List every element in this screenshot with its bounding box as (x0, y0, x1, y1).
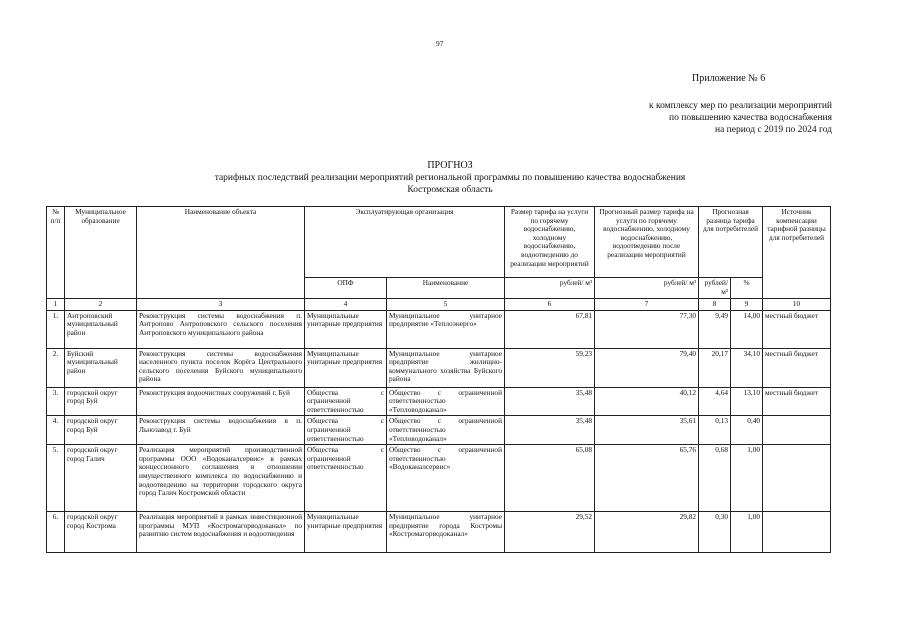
cell-name: Общество с ограниченной ответственностью «Водоканалсервис» (387, 445, 505, 512)
header-cell: % (731, 278, 763, 299)
cell-name: Общество с ограниченной ответственностью «Тепловодоканал» (387, 387, 505, 416)
cell-tariff: 67,81 (505, 310, 595, 348)
cell-diff: 0,68 (699, 445, 731, 512)
cell-forecast: 65,76 (595, 445, 699, 512)
appendix-subheading (560, 100, 832, 136)
table-row (47, 512, 831, 553)
table-row (47, 348, 831, 387)
table-row (47, 416, 831, 445)
column-number: 4 (305, 299, 387, 311)
cell-name: Общество с ограниченной ответственностью «Тепловодоканал» (387, 416, 505, 445)
cell-forecast: 79,40 (595, 348, 699, 387)
cell-municipality: городской округ город Кострома (65, 512, 137, 553)
cell-source: местный бюджет (763, 310, 831, 348)
cell-tariff: 59,23 (505, 348, 595, 387)
cell-municipality: Буйский муниципальный район (65, 348, 137, 387)
column-number: 9 (731, 299, 763, 311)
header-cell: Размер тарифа на услуги по горячему водоснабжению, холодному водоснабжению, водоотведению до реализации мероприятий (505, 207, 595, 278)
header-cell: Эксплуатирующая организация (305, 207, 505, 278)
cell-source: местный бюджет (763, 348, 831, 387)
cell-source (763, 416, 831, 445)
cell-municipality: городской округ город Буй (65, 416, 137, 445)
cell-name: Муниципальное унитарное предприятие жилищно-коммунального хозяйства Буйского района (387, 348, 505, 387)
cell-opf: Общества с ограниченной ответственностью (305, 445, 387, 512)
cell-num: 6. (47, 512, 65, 553)
title-line: тарифных последствий реализации мероприятий региональной программы по повышению качества водоснабжения (214, 173, 686, 183)
header-cell: Прогнозная разница тарифа для потребителей (699, 207, 763, 278)
cell-forecast: 40,12 (595, 387, 699, 416)
cell-num: 1. (47, 310, 65, 348)
column-number: 3 (137, 299, 305, 311)
cell-opf: Муниципальные унитарные предприятия (305, 310, 387, 348)
cell-opf: Муниципальные унитарные предприятия (305, 512, 387, 553)
header-cell: рублей/ м³ (505, 278, 595, 299)
header-cell: рублей/ м³ (595, 278, 699, 299)
cell-municipality: городской округ город Буй (65, 387, 137, 416)
cell-object: Реконструкция системы водоснабжения п. Антропово Антроповского сельского поселения Антроповского муниципального района (137, 310, 305, 348)
cell-diff: 9,49 (699, 310, 731, 348)
cell-num: 2. (47, 348, 65, 387)
table-row (47, 310, 831, 348)
header-cell: Источник компенсации тарифной разницы для потребителей (763, 207, 831, 299)
appendix-label: Приложение № 6 (692, 73, 766, 84)
cell-percent: 1,00 (731, 445, 763, 512)
cell-tariff: 35,48 (505, 416, 595, 445)
header-row (47, 207, 831, 278)
cell-forecast: 29,82 (595, 512, 699, 553)
cell-source (763, 445, 831, 512)
column-number: 10 (763, 299, 831, 311)
header-cell: рублей/ м³ (699, 278, 731, 299)
subheading-line: на период с 2019 по 2024 год (714, 125, 832, 135)
table-row (47, 445, 831, 512)
cell-object: Реконструкция системы водоснабжения населенного пункта поселок Корёга Центрального сельского поселения Буйского муниципального района (137, 348, 305, 387)
cell-opf: Общества с ограниченной ответственностью (305, 387, 387, 416)
cell-object: Реконструкция системы водоснабжения в п. Льнозавод г. Буй (137, 416, 305, 445)
column-number: 8 (699, 299, 731, 311)
cell-diff: 0,30 (699, 512, 731, 553)
header-cell: Прогнозный размер тарифа на услуги по горячему водоснабжению, холодному водоснабжению, водоотведению после реализации мероприятий (595, 207, 699, 278)
cell-opf: Общества с ограниченной ответственностью (305, 416, 387, 445)
table-row (47, 387, 831, 416)
cell-name: Муниципальное унитарное предприятие города Костромы «Костромагорводоканал» (387, 512, 505, 553)
title-line: Костромская область (407, 185, 493, 195)
cell-source: местный бюджет (763, 387, 831, 416)
cell-num: 3. (47, 387, 65, 416)
cell-object: Реализация мероприятий производственной программы ООО «Водоканалсервис» в рамках концессионного соглашения в отношении имущественного комплекса по водоснабжению и водоотведению на территории городского округа город Галич Костромской области (137, 445, 305, 512)
column-number: 1 (47, 299, 65, 311)
cell-opf: Муниципальные унитарные предприятия (305, 348, 387, 387)
column-number: 6 (505, 299, 595, 311)
cell-percent: 34,10 (731, 348, 763, 387)
cell-object: Реализация мероприятий в рамках инвестиционной программы МУП «Костромагорводоканал» по развитию систем водоснабжения и водоотведения (137, 512, 305, 553)
subheading-line: по повышению качества водоснабжения (669, 113, 832, 123)
column-number: 2 (65, 299, 137, 311)
cell-tariff: 29,52 (505, 512, 595, 553)
cell-percent: 14,00 (731, 310, 763, 348)
column-number: 7 (595, 299, 699, 311)
cell-diff: 0,13 (699, 416, 731, 445)
cell-source (763, 512, 831, 553)
header-cell: Муниципальное образование (65, 207, 137, 299)
cell-diff: 4,64 (699, 387, 731, 416)
cell-percent: 13,10 (731, 387, 763, 416)
title-line: ПРОГНОЗ (427, 160, 473, 171)
cell-diff: 20,17 (699, 348, 731, 387)
header-cell: ОПФ (305, 278, 387, 299)
subheading-line: к комплексу мер по реализации мероприятий (648, 101, 832, 111)
cell-forecast: 77,30 (595, 310, 699, 348)
header-cell: № п/п (47, 207, 65, 299)
document-title (150, 160, 750, 196)
header-cell: Наименование (387, 278, 505, 299)
header-cell: Наименование объекта (137, 207, 305, 299)
cell-municipality: Антроповский муниципальный район (65, 310, 137, 348)
cell-name: Муниципальное унитарное предприятие «Теплоэнерго» (387, 310, 505, 348)
column-number: 5 (387, 299, 505, 311)
cell-tariff: 35,48 (505, 387, 595, 416)
page-number: 97 (436, 39, 444, 48)
cell-object: Реконструкция водоочистных сооружений г. Буй (137, 387, 305, 416)
cell-num: 4. (47, 416, 65, 445)
column-number-row (47, 299, 831, 311)
cell-municipality: городской округ город Галич (65, 445, 137, 512)
cell-num: 5. (47, 445, 65, 512)
cell-tariff: 65,08 (505, 445, 595, 512)
cell-percent: 1,00 (731, 512, 763, 553)
cell-percent: 0,40 (731, 416, 763, 445)
cell-forecast: 35,61 (595, 416, 699, 445)
forecast-table (46, 206, 831, 553)
